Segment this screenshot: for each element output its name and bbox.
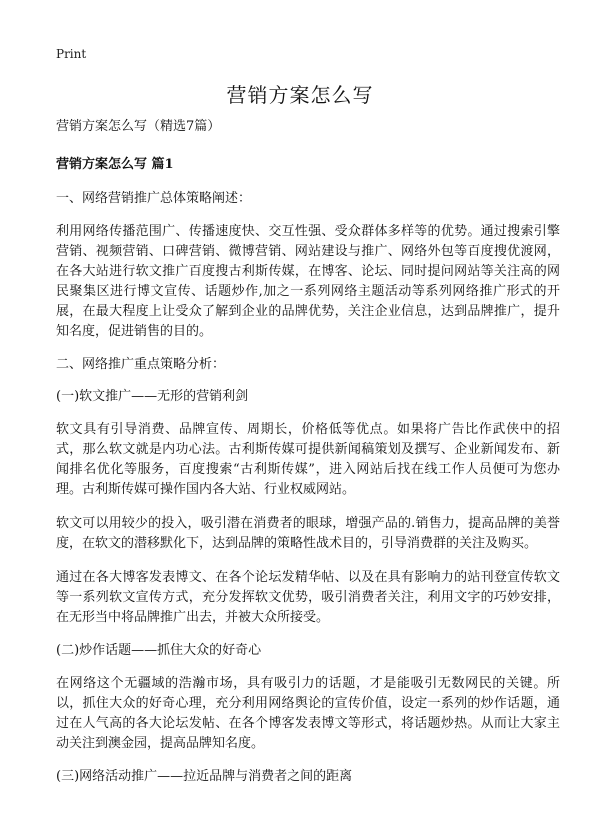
- section-title: 营销方案怎么写 篇1: [56, 157, 174, 172]
- paragraph-1: 利用网络传播范围广、传播速度快、交互性强、受众群体多样等的优势。通过搜索引擎营销、视频营销、口碑营销、微博营销、网站建设与推广、网络外包等百度搜优渡网，在各大站进行软文推广百度搜古利斯传媒，在博客、论坛、同时提问网站等关注高的网民聚集区进行博文宣传、话题炒作,加之一系列网络主题活动等系列网络推广形式的开展，在最大程度上让受众了解到企业的品牌优势，关注企业信息，达到品牌推广，提升知名度，促进销售的目的。: [56, 224, 560, 339]
- paragraph-3: 软文可以用较少的投入，吸引潜在消费者的眼球，增强产品的.销售力，提高品牌的美誉度，在软文的潜移默化下，达到品牌的策略性战术目的，引导消费群的关注及购买。: [56, 516, 560, 551]
- paragraph-2: 软文具有引导消费、品牌宣传、周期长，价格低等优点。如果将广告比作武侠中的招式，那么软文就是内功心法。古利斯传媒可提供新闻稿策划及撰写、企业新闻发布、新闻排名优化等服务，百度搜索“古利斯传媒”，进入网站后找在线工作人员便可为您办理。古利斯传媒可操作国内各大站、行业权威网站。: [56, 422, 560, 497]
- heading-soft-article: (一)软文推广——无形的营销利剑: [56, 389, 249, 404]
- print-link[interactable]: Print: [56, 47, 87, 61]
- heading-topic-hype: (二)炒作话题——抓住大众的好奇心: [56, 643, 262, 658]
- heading-key-strategies: 二、网络推广重点策略分析：: [56, 357, 226, 372]
- paragraph-4: 通过在各大博客发表博文、在各个论坛发精华帖、以及在具有影响力的站刊登宣传软文等一系列软文宣传方式，充分发挥软文优势，吸引消费者关注，利用文字的巧妙安排，在无形当中将品牌推广出去，并被大众所接受。: [56, 570, 560, 625]
- page-title: 营销方案怎么写: [226, 83, 374, 107]
- paragraph-5: 在网络这个无疆域的浩瀚市场，具有吸引力的话题，才是能吸引无数网民的关键。所以，抓住大众的好奇心理，充分利用网络舆论的宣传价值，设定一系列的炒作话题，通过在人气高的各大论坛发帖、在各个博客发表博文等形式，将话题炒热。从而让大家主动关注到澳金园，提高品牌知名度。: [56, 676, 560, 751]
- doc-subtitle: 营销方案怎么写（精选7篇）: [56, 119, 221, 134]
- heading-strategy-overview: 一、网络营销推广总体策略阐述：: [56, 191, 252, 206]
- heading-online-activity: (三)网络活动推广——拉近品牌与消费者之间的距离: [56, 769, 353, 784]
- article-body: [56, 118, 560, 800]
